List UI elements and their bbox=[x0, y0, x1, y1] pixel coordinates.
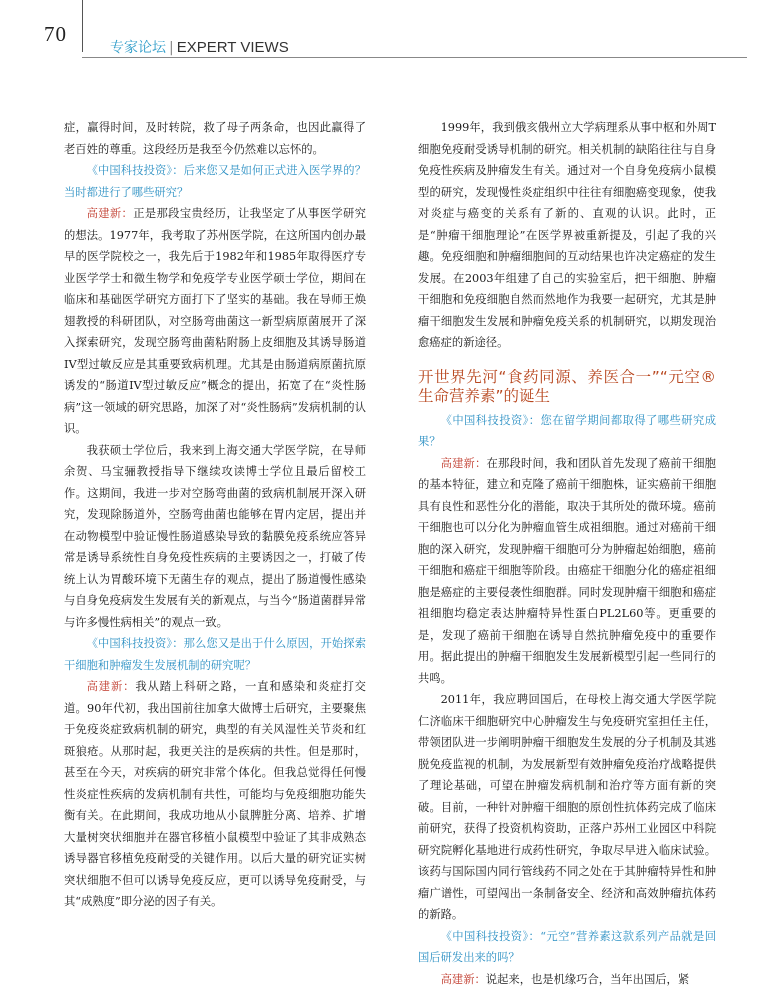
answer-text: 说起来，也是机缘巧合，当年出国后，紧 bbox=[486, 973, 689, 986]
question-source: 《中国科技投资》： bbox=[87, 164, 184, 177]
question-text: “元空”营养素这款系列产品就是回国后研发出来的吗？ bbox=[418, 930, 716, 965]
header-horizontal-rule bbox=[82, 57, 747, 58]
section-header bbox=[110, 37, 289, 57]
question-source: 《中国科技投资》： bbox=[87, 637, 184, 650]
question bbox=[418, 926, 716, 969]
speaker-label: 高建新： bbox=[441, 973, 486, 986]
answer-text: 在那段时间，我和团队首先发现了癌前干细胞的基本特征，建立和克隆了癌前干细胞株，证实癌前干细胞具有良性和恶性分化的潜能，取决于其所处的微环境。癌前干细胞也可以分化为肿瘤血管生成祖细胞。通过对癌前干细胞的深入研究，发现肿瘤干细胞可分为肿瘤起始细胞，癌前干细胞和癌症干细胞等阶段。由癌症干细胞分化的癌症祖细胞是癌症的主要侵袭性细胞群。同时发现肿瘤干细胞和癌症祖细胞均稳定表达肿瘤特异性蛋白PL2L60等。更重要的是，发现了癌前干细胞在诱导自然抗肿瘤免疫中的重要作用。据此提出的肿瘤干细胞发生发展新模型引起一些同行的共鸣。 bbox=[418, 457, 716, 685]
answer bbox=[418, 453, 716, 690]
right-column bbox=[418, 117, 716, 990]
left-column bbox=[64, 117, 366, 913]
speaker-label: 高建新： bbox=[441, 457, 487, 470]
question-text: 后来您又是如何正式进入医学界的？当时都进行了哪些研究？ bbox=[64, 164, 366, 199]
speaker-label: 高建新： bbox=[87, 680, 136, 693]
question bbox=[418, 410, 716, 453]
section-name-en: EXPERT VIEWS bbox=[177, 39, 289, 56]
section-name-zh: 专家论坛 bbox=[110, 40, 166, 56]
paragraph bbox=[418, 117, 716, 354]
answer bbox=[64, 676, 366, 913]
question bbox=[64, 633, 366, 676]
answer bbox=[418, 969, 716, 990]
question-text: 那么您又是出于什么原因，开始探索干细胞和肿瘤发生发展机制的研究呢？ bbox=[64, 637, 366, 672]
question-source: 《中国科技投资》： bbox=[441, 414, 541, 427]
answer-text: 正是那段宝贵经历，让我坚定了从事医学研究的想法。1977年，我考取了苏州医学院，在这所国内创办最早的医学院校之一，我先后于1982年和1985年取得医疗专业医学学士和微生物学和免疫学专业医学硕士学位，期间在临床和基础医学研究方面打下了坚实的基础。我在导师王焕翅教授的科研团队，对空肠弯曲菌这一新型病原菌展开了深入探索研究，发现空肠弯曲菌粘附肠上皮细胞及其诱导肠道IV型过敏反应是其重要致病机理。尤其是由肠道病原菌抗原诱发的“肠道IV型过敏反应”概念的提出，拓宽了在“炎性肠病”这一领域的研究思路，加深了对“炎性肠病”发病机制的认识。 bbox=[64, 207, 366, 435]
speaker-label: 高建新： bbox=[87, 207, 134, 220]
paragraph-text: 1999年，我到俄亥俄州立大学病理系从事中枢和外周T细胞免疫耐受诱导机制的研究。相关机制的缺陷往往与自身免疫性疾病及肿瘤发生有关。通过对一个自身免疫病小鼠模型的研究，发现慢性炎症组织中往往有细胞癌变现象，使我对炎症与癌变的关系有了新的、直观的认识。此时，正是“肿瘤干细胞理论”在医学界被重新提及，引起了我的兴趣。免疫细胞和肿瘤细胞间的互动结果也许决定癌症的发生发展。在2003年组建了自己的实验室后，把干细胞、肿瘤干细胞和免疫细胞自然而然地作为我要一起研究，尤其是肿瘤干细胞发生发展和肿瘤免疫关系的机制研究，以期发现治愈癌症的新途径。 bbox=[418, 121, 716, 349]
paragraph-text: 我获硕士学位后，我来到上海交通大学医学院，在导师余贺、马宝骊教授指导下继续攻读博士学位且最后留校工作。这期间，我进一步对空肠弯曲菌的致病机制展开深入研究，发现除肠道外，空肠弯曲菌也能够在胃内定居，提出并在动物模型中验证慢性肠道感染导致的黏膜免疫系统应答异常是诱导系统性自身免疫性疾病的主要诱因之一，打破了传统上认为胃酸环境下无菌生存的观点，提出了肠道慢性感染与自身免疫病发生发展有关的新观点，与当今“肠道菌群异常与许多慢性病相关”的观点一致。 bbox=[64, 444, 366, 629]
paragraph-text: 2011年，我应聘回国后，在母校上海交通大学医学院仁济临床干细胞研究中心肿瘤发生与免疫研究室担任主任，带领团队进一步阐明肿瘤干细胞发生发展的分子机制及其逃脱免疫监视的机制，为发展新型有效肿瘤免疫治疗战略提供了理论基础，可望在肿瘤发病机制和治疗等方面有新的突破。目前，一种针对肿瘤干细胞的原创性抗体药完成了临床前研究，获得了投资机构资助，正落户苏州工业园区中科院研究院孵化基地进行成药性研究，争取尽早进入临床试验。该药与国际国内同行管线药不同之处在于其肿瘤特异性和肿瘤广谱性，可望闯出一条制备安全、经济和高效肿瘤抗体药的新路。 bbox=[418, 693, 716, 921]
header-separator: | bbox=[169, 40, 174, 56]
question bbox=[64, 160, 366, 203]
paragraph bbox=[64, 117, 366, 160]
section-title: 开世界先河“食药同源、养医合一”“元空®生命营养素”的诞生 bbox=[418, 368, 716, 406]
paragraph-text: 症，赢得时间，及时转院，救了母子两条命，也因此赢得了老百姓的尊重。这段经历是我至今仍然难以忘怀的。 bbox=[64, 121, 366, 156]
question-source: 《中国科技投资》： bbox=[441, 930, 541, 943]
header-vertical-rule bbox=[82, 0, 83, 52]
paragraph bbox=[418, 689, 716, 926]
page-number: 70 bbox=[44, 22, 67, 47]
paragraph bbox=[64, 440, 366, 634]
answer bbox=[64, 203, 366, 440]
answer-text: 我从踏上科研之路，一直和感染和炎症打交道。90年代初，我出国前往加拿大做博士后研究，主要聚焦于免疫炎症致病机制的研究，典型的有关风湿性关节炎和红斑狼疮。从那时起，我更关注的是疾病的共性。但是那时，甚至在今天，对疾病的研究非常个体化。但我总觉得任何慢性炎症性疾病的发病机制有共性，可能均与免疫细胞功能失衡有关。在此期间，我成功地从小鼠脾脏分离、培养、扩增大量树突状细胞并在器官移植小鼠模型中验证了其非成熟态诱导器官移植免疫耐受的关键作用。以后大量的研究证实树突状细胞不但可以诱导免疫反应，更可以诱导免疫耐受，与其“成熟度”即分泌的因子有关。 bbox=[64, 680, 366, 908]
question-text: 您在留学期间都取得了哪些研究成果？ bbox=[418, 414, 716, 449]
